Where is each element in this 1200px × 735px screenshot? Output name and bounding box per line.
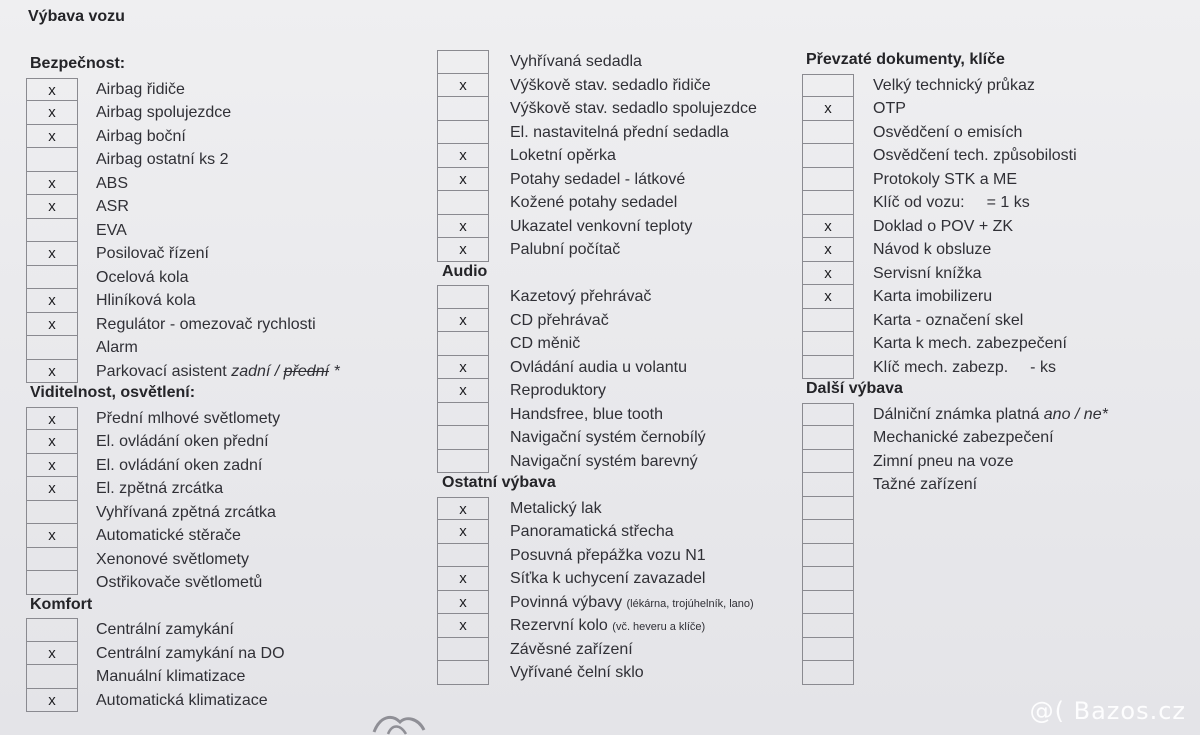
item-label bbox=[873, 144, 1077, 168]
item-label bbox=[510, 403, 663, 427]
item-label bbox=[510, 74, 711, 98]
item-label-text: El. ovládání oken přední bbox=[96, 433, 269, 450]
item-label-text: Návod k obsluze bbox=[873, 241, 992, 258]
item-label-text: Vyřívané čelní sklo bbox=[510, 664, 644, 681]
checkbox[interactable] bbox=[437, 638, 489, 662]
checkbox[interactable]: x bbox=[437, 215, 489, 239]
item-label bbox=[510, 309, 609, 333]
checkbox[interactable] bbox=[26, 618, 78, 642]
item-label bbox=[96, 454, 262, 478]
item-label-text: Tažné zařízení bbox=[873, 476, 978, 493]
checkbox[interactable]: x bbox=[802, 238, 854, 262]
item-label bbox=[96, 642, 285, 666]
item-label bbox=[510, 121, 729, 145]
item-label bbox=[96, 266, 189, 290]
checkbox[interactable]: x bbox=[26, 477, 78, 501]
checkbox[interactable] bbox=[802, 168, 854, 192]
item-label bbox=[510, 544, 706, 568]
item-label-text: OTP bbox=[873, 100, 906, 117]
checkbox[interactable]: x bbox=[26, 289, 78, 313]
item-label bbox=[873, 74, 1035, 98]
checkbox[interactable] bbox=[802, 544, 854, 568]
item-label bbox=[510, 191, 677, 215]
item-label bbox=[510, 520, 674, 544]
item-option-struck: přední bbox=[283, 362, 330, 380]
checkbox[interactable]: x bbox=[26, 242, 78, 266]
checkbox[interactable]: x bbox=[437, 356, 489, 380]
item-label bbox=[510, 332, 580, 356]
checkbox[interactable] bbox=[437, 97, 489, 121]
checkbox[interactable] bbox=[802, 356, 854, 380]
checkbox[interactable]: x bbox=[437, 74, 489, 98]
item-label-text: Potahy sedadel - látkové bbox=[510, 170, 686, 188]
page-title: Výbava vozu bbox=[28, 8, 125, 25]
checkbox[interactable]: x bbox=[26, 430, 78, 454]
checkbox[interactable] bbox=[802, 591, 854, 615]
item-label bbox=[96, 665, 245, 689]
item-label-text: Panoramatická střecha bbox=[510, 523, 674, 540]
item-label-text: Navigační systém černobílý bbox=[510, 429, 706, 446]
checkbox[interactable]: x bbox=[26, 101, 78, 125]
item-label-text: Přední mlhové světlomety bbox=[96, 409, 281, 427]
item-label-text: Hliníková kola bbox=[96, 292, 196, 309]
section-heading: Viditelnost, osvětlení: bbox=[30, 384, 196, 401]
item-label-text: Manuální klimatizace bbox=[96, 668, 246, 685]
logo-stamp bbox=[370, 712, 430, 735]
checkbox[interactable] bbox=[26, 665, 78, 689]
checkbox[interactable] bbox=[437, 661, 489, 685]
checkbox[interactable]: x bbox=[26, 360, 78, 384]
checkbox[interactable] bbox=[802, 191, 854, 215]
item-label bbox=[96, 148, 229, 172]
item-label bbox=[873, 215, 1013, 239]
item-label-text: Palubní počítač bbox=[510, 241, 621, 258]
item-label-text: ASR bbox=[96, 198, 129, 215]
item-label bbox=[873, 238, 991, 262]
checkbox[interactable]: x bbox=[437, 520, 489, 544]
item-label-text: Doklad o POV + ZK bbox=[873, 217, 1014, 235]
item-label bbox=[873, 285, 992, 309]
checkbox[interactable]: x bbox=[437, 144, 489, 168]
checkbox[interactable]: x bbox=[437, 379, 489, 403]
item-label-text: Osvědčení tech. způsobilosti bbox=[873, 147, 1077, 164]
item-note: (lékárna, trojúhelník, lano) bbox=[626, 597, 754, 610]
checkbox[interactable]: x bbox=[802, 262, 854, 286]
checkbox[interactable] bbox=[437, 426, 489, 450]
item-label bbox=[873, 121, 1022, 145]
item-label-text: Ovládání audia u volantu bbox=[510, 358, 688, 376]
item-label bbox=[873, 356, 1056, 380]
item-label-text: Karta - označení skel bbox=[873, 311, 1024, 329]
checkbox[interactable]: x bbox=[26, 407, 78, 431]
item-label-text: Kožené potahy sedadel bbox=[510, 194, 678, 211]
item-label bbox=[510, 497, 602, 521]
checkbox[interactable] bbox=[437, 450, 489, 474]
item-label-text: Centrální zamykání bbox=[96, 621, 234, 638]
checkbox[interactable]: x bbox=[26, 689, 78, 713]
item-label-text: Vyhřívaná sedadla bbox=[510, 53, 642, 70]
section-heading: Ostatní výbava bbox=[442, 474, 556, 491]
checkbox[interactable] bbox=[802, 403, 854, 427]
item-footnote-mark: * bbox=[329, 362, 340, 380]
section-heading: Převzaté dokumenty, klíče bbox=[806, 51, 1005, 68]
item-label-text: Síťka k uchycení zavazadel bbox=[510, 570, 706, 587]
item-label bbox=[873, 332, 1067, 356]
checkbox[interactable] bbox=[802, 638, 854, 662]
item-label-text: Airbag řidiče bbox=[96, 80, 185, 98]
item-label-text: Regulátor - omezovač rychlosti bbox=[96, 315, 316, 333]
item-label-text: Automatická klimatizace bbox=[96, 691, 268, 709]
item-label-text: Výškově stav. sedadlo spolujezdce bbox=[510, 100, 757, 117]
item-label-text: Osvědčení o emisích bbox=[873, 123, 1023, 141]
checkbox[interactable] bbox=[26, 571, 78, 595]
item-label-text: Karta k mech. zabezpečení bbox=[873, 335, 1067, 352]
item-label bbox=[510, 567, 705, 591]
item-option-italic: ano / ne* bbox=[1043, 405, 1108, 423]
item-label-text: Ocelová kola bbox=[96, 268, 189, 286]
checkbox[interactable] bbox=[802, 144, 854, 168]
checkbox[interactable]: x bbox=[26, 125, 78, 149]
item-label bbox=[96, 242, 209, 266]
item-label-text: Posilovač řízení bbox=[96, 245, 209, 262]
checkbox[interactable] bbox=[437, 332, 489, 356]
checkbox[interactable] bbox=[802, 473, 854, 497]
checkbox[interactable]: x bbox=[437, 309, 489, 333]
item-label bbox=[873, 168, 1017, 192]
checkbox[interactable]: x bbox=[437, 614, 489, 638]
item-label bbox=[96, 336, 138, 360]
item-label bbox=[510, 144, 616, 168]
checkbox[interactable] bbox=[802, 497, 854, 521]
checkbox[interactable]: x bbox=[437, 567, 489, 591]
item-label-text: Navigační systém barevný bbox=[510, 452, 698, 470]
checkbox[interactable] bbox=[437, 50, 489, 74]
checkbox[interactable] bbox=[802, 661, 854, 685]
item-label bbox=[873, 450, 1014, 474]
item-label-text: Centrální zamykání na DO bbox=[96, 644, 285, 662]
item-label-text: Airbag ostatní ks 2 bbox=[96, 151, 229, 168]
item-label-text: CD přehrávač bbox=[510, 311, 609, 329]
section-heading: Další výbava bbox=[806, 380, 903, 397]
item-label-text: EVA bbox=[96, 221, 127, 239]
checkbox[interactable] bbox=[802, 426, 854, 450]
item-label-text: Loketní opěrka bbox=[510, 147, 616, 164]
item-label bbox=[96, 524, 241, 548]
item-label bbox=[96, 571, 262, 595]
item-label bbox=[873, 426, 1054, 450]
item-label bbox=[873, 403, 1108, 427]
item-label-text: Mechanické zabezpečení bbox=[873, 429, 1054, 446]
section-heading: Audio bbox=[442, 262, 488, 280]
checkbox[interactable] bbox=[26, 219, 78, 243]
item-label-text: Metalický lak bbox=[510, 499, 602, 517]
item-label bbox=[96, 219, 127, 243]
item-label bbox=[510, 168, 685, 192]
checkbox[interactable] bbox=[802, 567, 854, 591]
item-label-text: Ostřikovače světlometů bbox=[96, 574, 263, 591]
item-label bbox=[873, 262, 981, 286]
checkbox[interactable]: x bbox=[26, 78, 78, 102]
item-label bbox=[96, 501, 276, 525]
checkbox[interactable]: x bbox=[437, 168, 489, 192]
item-quantity: = 1 ks bbox=[986, 194, 1030, 211]
item-label-text: Protokoly STK a ME bbox=[873, 170, 1018, 188]
checkbox[interactable]: x bbox=[437, 497, 489, 521]
item-label bbox=[96, 289, 196, 313]
item-label bbox=[510, 285, 651, 309]
checkbox[interactable]: x bbox=[437, 591, 489, 615]
item-label bbox=[96, 618, 234, 642]
item-label-text: Zimní pneu na voze bbox=[873, 452, 1014, 470]
item-label-text: Servisní knížka bbox=[873, 264, 982, 282]
item-option-italic: zadní / bbox=[231, 362, 284, 380]
item-label bbox=[510, 638, 633, 662]
item-label-text: Vyhřívaná zpětná zrcátka bbox=[96, 503, 276, 521]
item-label-text: Dálniční známka platná bbox=[873, 405, 1040, 423]
checkbox[interactable] bbox=[26, 548, 78, 572]
item-label bbox=[873, 473, 977, 497]
item-label bbox=[96, 313, 316, 337]
item-label bbox=[510, 356, 687, 380]
item-label bbox=[510, 215, 692, 239]
item-label-text: Kazetový přehrávač bbox=[510, 288, 652, 305]
checkbox[interactable] bbox=[802, 450, 854, 474]
bazos-watermark: @( Bazos.cz bbox=[1029, 697, 1186, 725]
item-label-text: Klíč mech. zabezp. bbox=[873, 358, 1009, 376]
checkbox[interactable] bbox=[437, 403, 489, 427]
item-label bbox=[510, 614, 705, 640]
item-label bbox=[510, 450, 698, 474]
checkbox[interactable] bbox=[437, 285, 489, 309]
item-label bbox=[96, 101, 231, 125]
section-heading: Komfort bbox=[30, 595, 93, 613]
item-label-text: Velký technický průkaz bbox=[873, 76, 1035, 94]
item-label-text: Posuvná přepážka vozu N1 bbox=[510, 546, 706, 564]
checkbox[interactable]: x bbox=[26, 313, 78, 337]
item-label bbox=[96, 360, 340, 384]
item-label-text: Automatické stěrače bbox=[96, 527, 241, 544]
item-label-text: Povinná výbavy bbox=[510, 593, 623, 611]
item-label bbox=[510, 661, 644, 685]
item-label-text: Xenonové světlomety bbox=[96, 550, 249, 568]
checkbox[interactable]: x bbox=[802, 97, 854, 121]
checkbox[interactable]: x bbox=[437, 238, 489, 262]
checkbox[interactable]: x bbox=[26, 524, 78, 548]
item-label bbox=[510, 97, 757, 121]
item-label-text: El. zpětná zrcátka bbox=[96, 480, 224, 497]
section-heading: Bezpečnost: bbox=[30, 55, 126, 72]
item-label bbox=[96, 172, 128, 196]
item-label bbox=[96, 78, 185, 102]
item-label bbox=[96, 407, 280, 431]
checkbox[interactable]: x bbox=[26, 195, 78, 219]
checkbox[interactable]: x bbox=[802, 215, 854, 239]
checkbox[interactable] bbox=[802, 121, 854, 145]
item-label bbox=[510, 50, 642, 74]
item-label-text: Výškově stav. sedadlo řidiče bbox=[510, 76, 711, 94]
item-label bbox=[510, 591, 754, 617]
item-label bbox=[96, 195, 129, 219]
item-label bbox=[96, 125, 186, 149]
item-label-text: Rezervní kolo bbox=[510, 617, 608, 634]
item-label-text: Karta imobilizeru bbox=[873, 288, 993, 305]
item-label-text: Airbag spolujezdce bbox=[96, 104, 232, 121]
item-label bbox=[96, 548, 249, 572]
checkbox[interactable] bbox=[26, 336, 78, 360]
item-label-text: Ukazatel venkovní teploty bbox=[510, 217, 693, 235]
checkbox[interactable] bbox=[802, 332, 854, 356]
checkbox[interactable] bbox=[437, 121, 489, 145]
checkbox[interactable] bbox=[802, 520, 854, 544]
item-label-text: CD měnič bbox=[510, 335, 581, 352]
item-label bbox=[873, 191, 1030, 215]
item-label-text: Alarm bbox=[96, 339, 138, 356]
checkbox[interactable] bbox=[437, 544, 489, 568]
item-label-text: Airbag boční bbox=[96, 127, 186, 145]
item-label bbox=[96, 689, 268, 713]
checkbox[interactable]: x bbox=[802, 285, 854, 309]
item-label-text: Klíč od vozu: bbox=[873, 194, 965, 211]
item-label bbox=[96, 430, 269, 454]
checkbox[interactable] bbox=[802, 309, 854, 333]
item-label bbox=[873, 309, 1023, 333]
item-label-text: Reproduktory bbox=[510, 382, 607, 399]
checkbox[interactable]: x bbox=[26, 454, 78, 478]
item-label bbox=[510, 379, 606, 403]
item-label-text: Parkovací asistent bbox=[96, 362, 227, 380]
checkbox[interactable]: x bbox=[26, 642, 78, 666]
item-label-text: Závěsné zařízení bbox=[510, 640, 633, 658]
checkbox[interactable] bbox=[26, 148, 78, 172]
item-label-text: ABS bbox=[96, 174, 129, 192]
item-label-text: El. nastavitelná přední sedadla bbox=[510, 123, 729, 141]
item-label-text: Handsfree, blue tooth bbox=[510, 405, 663, 423]
checkbox[interactable] bbox=[802, 74, 854, 98]
checkbox[interactable] bbox=[26, 266, 78, 290]
item-label bbox=[510, 426, 706, 450]
checkbox[interactable] bbox=[802, 614, 854, 638]
checkbox[interactable] bbox=[26, 501, 78, 525]
item-label bbox=[510, 238, 620, 262]
item-label bbox=[873, 97, 906, 121]
item-label bbox=[96, 477, 223, 501]
checkbox[interactable]: x bbox=[26, 172, 78, 196]
item-label-text: El. ovládání oken zadní bbox=[96, 456, 263, 474]
item-quantity: - ks bbox=[1030, 358, 1056, 376]
item-note: (vč. heveru a klíče) bbox=[612, 621, 706, 633]
checkbox[interactable] bbox=[437, 191, 489, 215]
